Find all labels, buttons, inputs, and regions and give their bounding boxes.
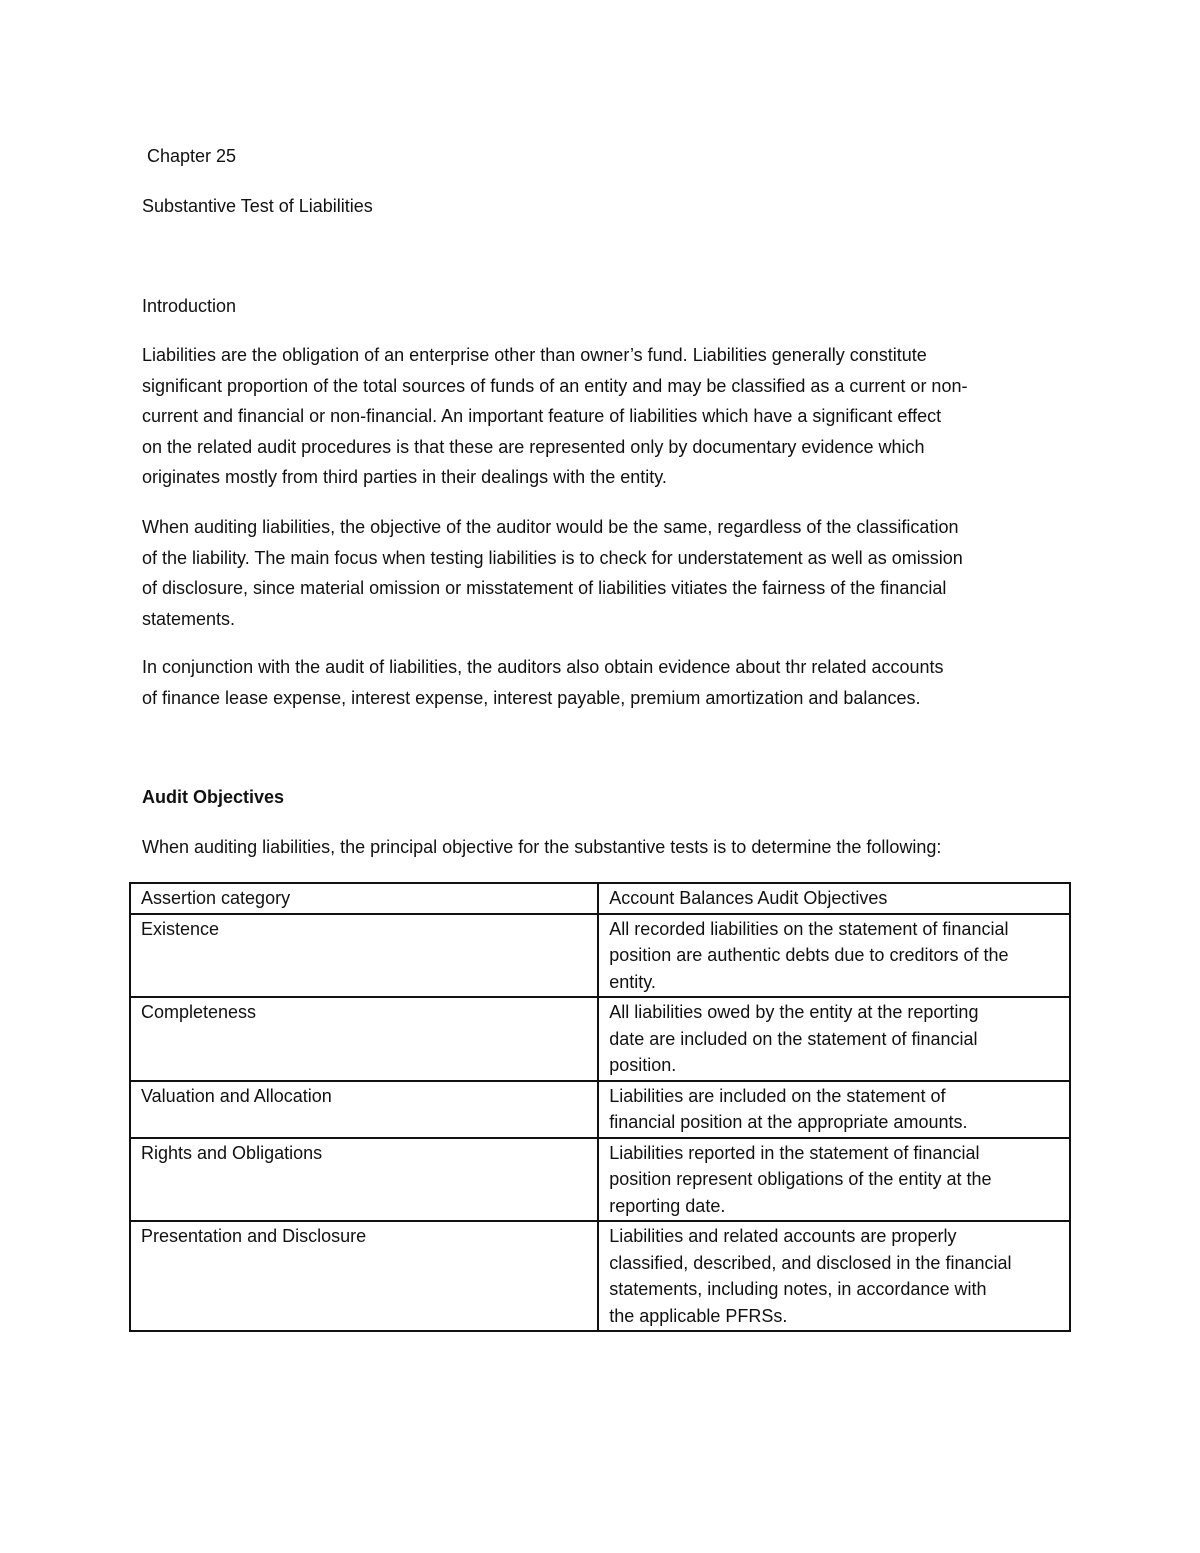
paragraph-line: Liabilities are the obligation of an enterprise other than owner’s fund. Liabilities generally constitute xyxy=(142,345,927,365)
objective-line: position. xyxy=(609,1055,677,1075)
header-assertion-category: Assertion category xyxy=(130,883,598,914)
objective-line: the applicable PFRSs. xyxy=(609,1305,788,1326)
objective-line: classified, described, and disclosed in the financial xyxy=(609,1252,1012,1273)
assertion-cell: Rights and Obligations xyxy=(130,1138,598,1222)
assertion-cell: Completeness xyxy=(130,997,598,1081)
table-row xyxy=(130,1081,1070,1138)
objective-cell xyxy=(598,914,1070,998)
objective-line: Liabilities and related accounts are properly xyxy=(609,1226,957,1246)
paragraph-line: When auditing liabilities, the objective of the auditor would be the same, regardless of the classification xyxy=(142,517,959,537)
paragraph-line: originates mostly from third parties in their dealings with the entity. xyxy=(142,467,667,487)
objective-cell xyxy=(598,997,1070,1081)
assertion-cell: Presentation and Disclosure xyxy=(130,1221,598,1331)
objective-cell xyxy=(598,1081,1070,1138)
header-audit-objectives: Account Balances Audit Objectives xyxy=(598,883,1070,914)
objective-line: statements, including notes, in accordance with xyxy=(609,1279,987,1299)
objective-line: All liabilities owed by the entity at the reporting xyxy=(609,1002,979,1022)
paragraph-line: current and financial or non-financial. An important feature of liabilities which have a significant effect xyxy=(142,406,942,426)
objective-line: Liabilities are included on the statement of xyxy=(609,1085,946,1106)
paragraph-line: significant proportion of the total sources of funds of an entity and may be classified as a current or non- xyxy=(142,375,968,396)
objective-line: reporting date. xyxy=(609,1195,726,1216)
objective-line: Liabilities reported in the statement of financial xyxy=(609,1142,980,1163)
audit-objectives-lead: When auditing liabilities, the principal objective for the substantive tests is to determine the following: xyxy=(142,837,942,857)
assertion-cell: Existence xyxy=(130,914,598,998)
objective-cell xyxy=(598,1138,1070,1222)
objective-line: position are authentic debts due to creditors of the xyxy=(609,945,1009,965)
table-row xyxy=(130,1138,1070,1222)
paragraph-line: of the liability. The main focus when testing liabilities is to check for understatement as well as omission xyxy=(142,547,963,568)
objective-line: date are included on the statement of financial xyxy=(609,1028,978,1049)
audit-objectives-table xyxy=(129,882,1071,1332)
table-row xyxy=(130,997,1070,1081)
table-row xyxy=(130,914,1070,998)
table-header-row xyxy=(130,883,1070,914)
paragraph-line: of disclosure, since material omission or misstatement of liabilities vitiates the fairness of the financial xyxy=(142,578,947,598)
table-row xyxy=(130,1221,1070,1331)
intro-paragraph-1 xyxy=(142,340,1072,493)
objective-cell xyxy=(598,1221,1070,1331)
paragraph-line: of finance lease expense, interest expense, interest payable, premium amortization and balances. xyxy=(142,687,921,708)
objective-line: All recorded liabilities on the statement of financial xyxy=(609,918,1009,939)
objective-line: entity. xyxy=(609,971,656,992)
intro-paragraph-2 xyxy=(142,512,1072,634)
audit-objectives-heading: Audit Objectives xyxy=(142,787,285,807)
assertion-cell: Valuation and Allocation xyxy=(130,1081,598,1138)
intro-paragraph-3 xyxy=(142,652,1072,713)
introduction-heading: Introduction xyxy=(142,296,237,316)
objective-line: position represent obligations of the entity at the xyxy=(609,1169,992,1189)
paragraph-line: on the related audit procedures is that these are represented only by documentary evidence which xyxy=(142,436,925,457)
objective-line: financial position at the appropriate amounts. xyxy=(609,1112,968,1132)
chapter-title: Substantive Test of Liabilities xyxy=(142,196,373,216)
paragraph-line: In conjunction with the audit of liabilities, the auditors also obtain evidence about thr related accounts xyxy=(142,657,944,677)
paragraph-line: statements. xyxy=(142,608,236,629)
chapter-label: Chapter 25 xyxy=(147,146,237,166)
